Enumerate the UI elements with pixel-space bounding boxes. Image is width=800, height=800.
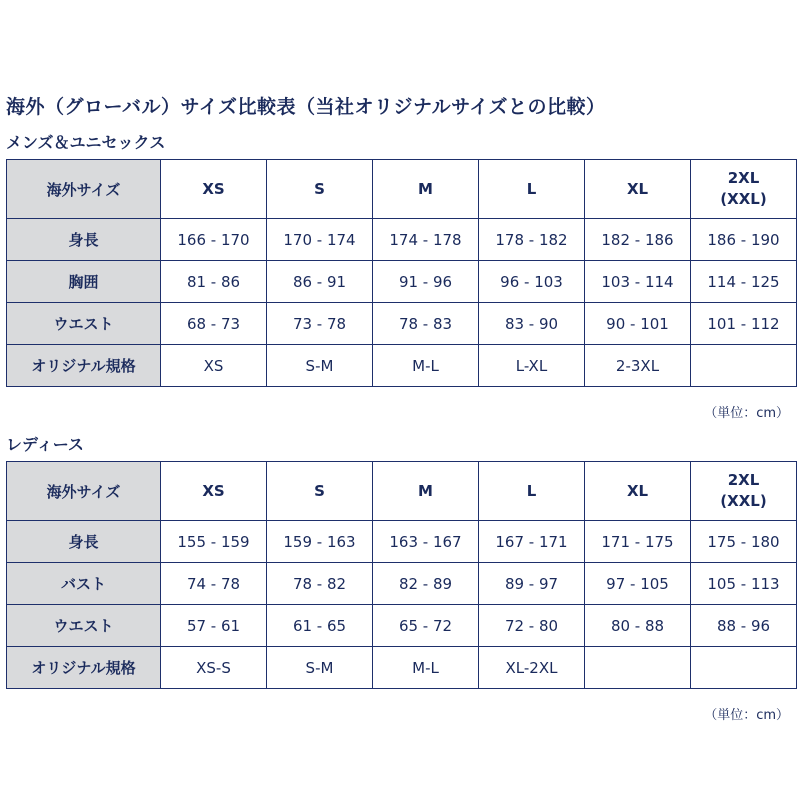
table-row (7, 605, 797, 647)
size-header: M (373, 462, 479, 521)
table-cell: 82 - 89 (373, 563, 479, 605)
table-cell: 167 - 171 (479, 521, 585, 563)
table-cell: 171 - 175 (585, 521, 691, 563)
table-cell: 81 - 86 (161, 261, 267, 303)
size-header: M (373, 160, 479, 219)
size-header: 2XL (XXL) (691, 462, 797, 521)
size-header: 2XL (XXL) (691, 160, 797, 219)
table-cell: 72 - 80 (479, 605, 585, 647)
table-row (7, 647, 797, 689)
page-title: 海外（グローバル）サイズ比較表（当社オリジナルサイズとの比較） (6, 96, 606, 118)
table-header-row (7, 160, 797, 219)
table-cell (691, 345, 797, 387)
section-title-ladies: レディース (6, 435, 84, 454)
table-cell: 170 - 174 (267, 219, 373, 261)
table-cell: 97 - 105 (585, 563, 691, 605)
row-label: オリジナル規格 (7, 345, 161, 387)
section-title-mens: メンズ＆ユニセックス (6, 133, 166, 152)
table-row (7, 303, 797, 345)
table-cell: 163 - 167 (373, 521, 479, 563)
size-header: L (479, 462, 585, 521)
table-cell: 78 - 82 (267, 563, 373, 605)
table-cell: 61 - 65 (267, 605, 373, 647)
size-header: XS (161, 462, 267, 521)
table-cell: 96 - 103 (479, 261, 585, 303)
table-cell: 175 - 180 (691, 521, 797, 563)
unit-note: （単位：cm） (704, 406, 789, 421)
table-cell: XS-S (161, 647, 267, 689)
row-label: バスト (7, 563, 161, 605)
row-label: ウエスト (7, 303, 161, 345)
size-header: S (267, 462, 373, 521)
table-cell: 88 - 96 (691, 605, 797, 647)
size-header: L (479, 160, 585, 219)
row-label: 胸囲 (7, 261, 161, 303)
table-row (7, 345, 797, 387)
table-cell: 83 - 90 (479, 303, 585, 345)
table-cell: XS (161, 345, 267, 387)
table-cell: L-XL (479, 345, 585, 387)
table-cell: 57 - 61 (161, 605, 267, 647)
table-cell: 155 - 159 (161, 521, 267, 563)
table-cell: 182 - 186 (585, 219, 691, 261)
table-cell: 174 - 178 (373, 219, 479, 261)
table-cell: 65 - 72 (373, 605, 479, 647)
unit-note: （単位：cm） (704, 708, 789, 723)
table-cell: 86 - 91 (267, 261, 373, 303)
table-cell: S-M (267, 647, 373, 689)
row-label: ウエスト (7, 605, 161, 647)
size-header: XL (585, 160, 691, 219)
table-cell: 103 - 114 (585, 261, 691, 303)
table-cell (585, 647, 691, 689)
table-cell (691, 647, 797, 689)
table-cell: 2-3XL (585, 345, 691, 387)
row-label: 身長 (7, 219, 161, 261)
table-cell: 73 - 78 (267, 303, 373, 345)
table-cell: 78 - 83 (373, 303, 479, 345)
table-cell: M-L (373, 345, 479, 387)
size-header: XS (161, 160, 267, 219)
table-cell: 89 - 97 (479, 563, 585, 605)
table-cell: XL-2XL (479, 647, 585, 689)
table-row (7, 219, 797, 261)
table-row (7, 521, 797, 563)
table-cell: S-M (267, 345, 373, 387)
table-cell: 159 - 163 (267, 521, 373, 563)
row-label: 身長 (7, 521, 161, 563)
table-row (7, 563, 797, 605)
table-cell: 91 - 96 (373, 261, 479, 303)
size-header: XL (585, 462, 691, 521)
header-label: 海外サイズ (7, 462, 161, 521)
table-cell: 178 - 182 (479, 219, 585, 261)
table-cell: 101 - 112 (691, 303, 797, 345)
table-cell: 186 - 190 (691, 219, 797, 261)
size-table-ladies (6, 461, 797, 689)
table-cell: 166 - 170 (161, 219, 267, 261)
table-cell: 68 - 73 (161, 303, 267, 345)
table-cell: 114 - 125 (691, 261, 797, 303)
table-cell: 80 - 88 (585, 605, 691, 647)
table-cell: 90 - 101 (585, 303, 691, 345)
table-header-row (7, 462, 797, 521)
table-cell: 74 - 78 (161, 563, 267, 605)
table-cell: 105 - 113 (691, 563, 797, 605)
table-row (7, 261, 797, 303)
row-label: オリジナル規格 (7, 647, 161, 689)
table-cell: M-L (373, 647, 479, 689)
size-header: S (267, 160, 373, 219)
size-table-mens (6, 159, 797, 387)
header-label: 海外サイズ (7, 160, 161, 219)
